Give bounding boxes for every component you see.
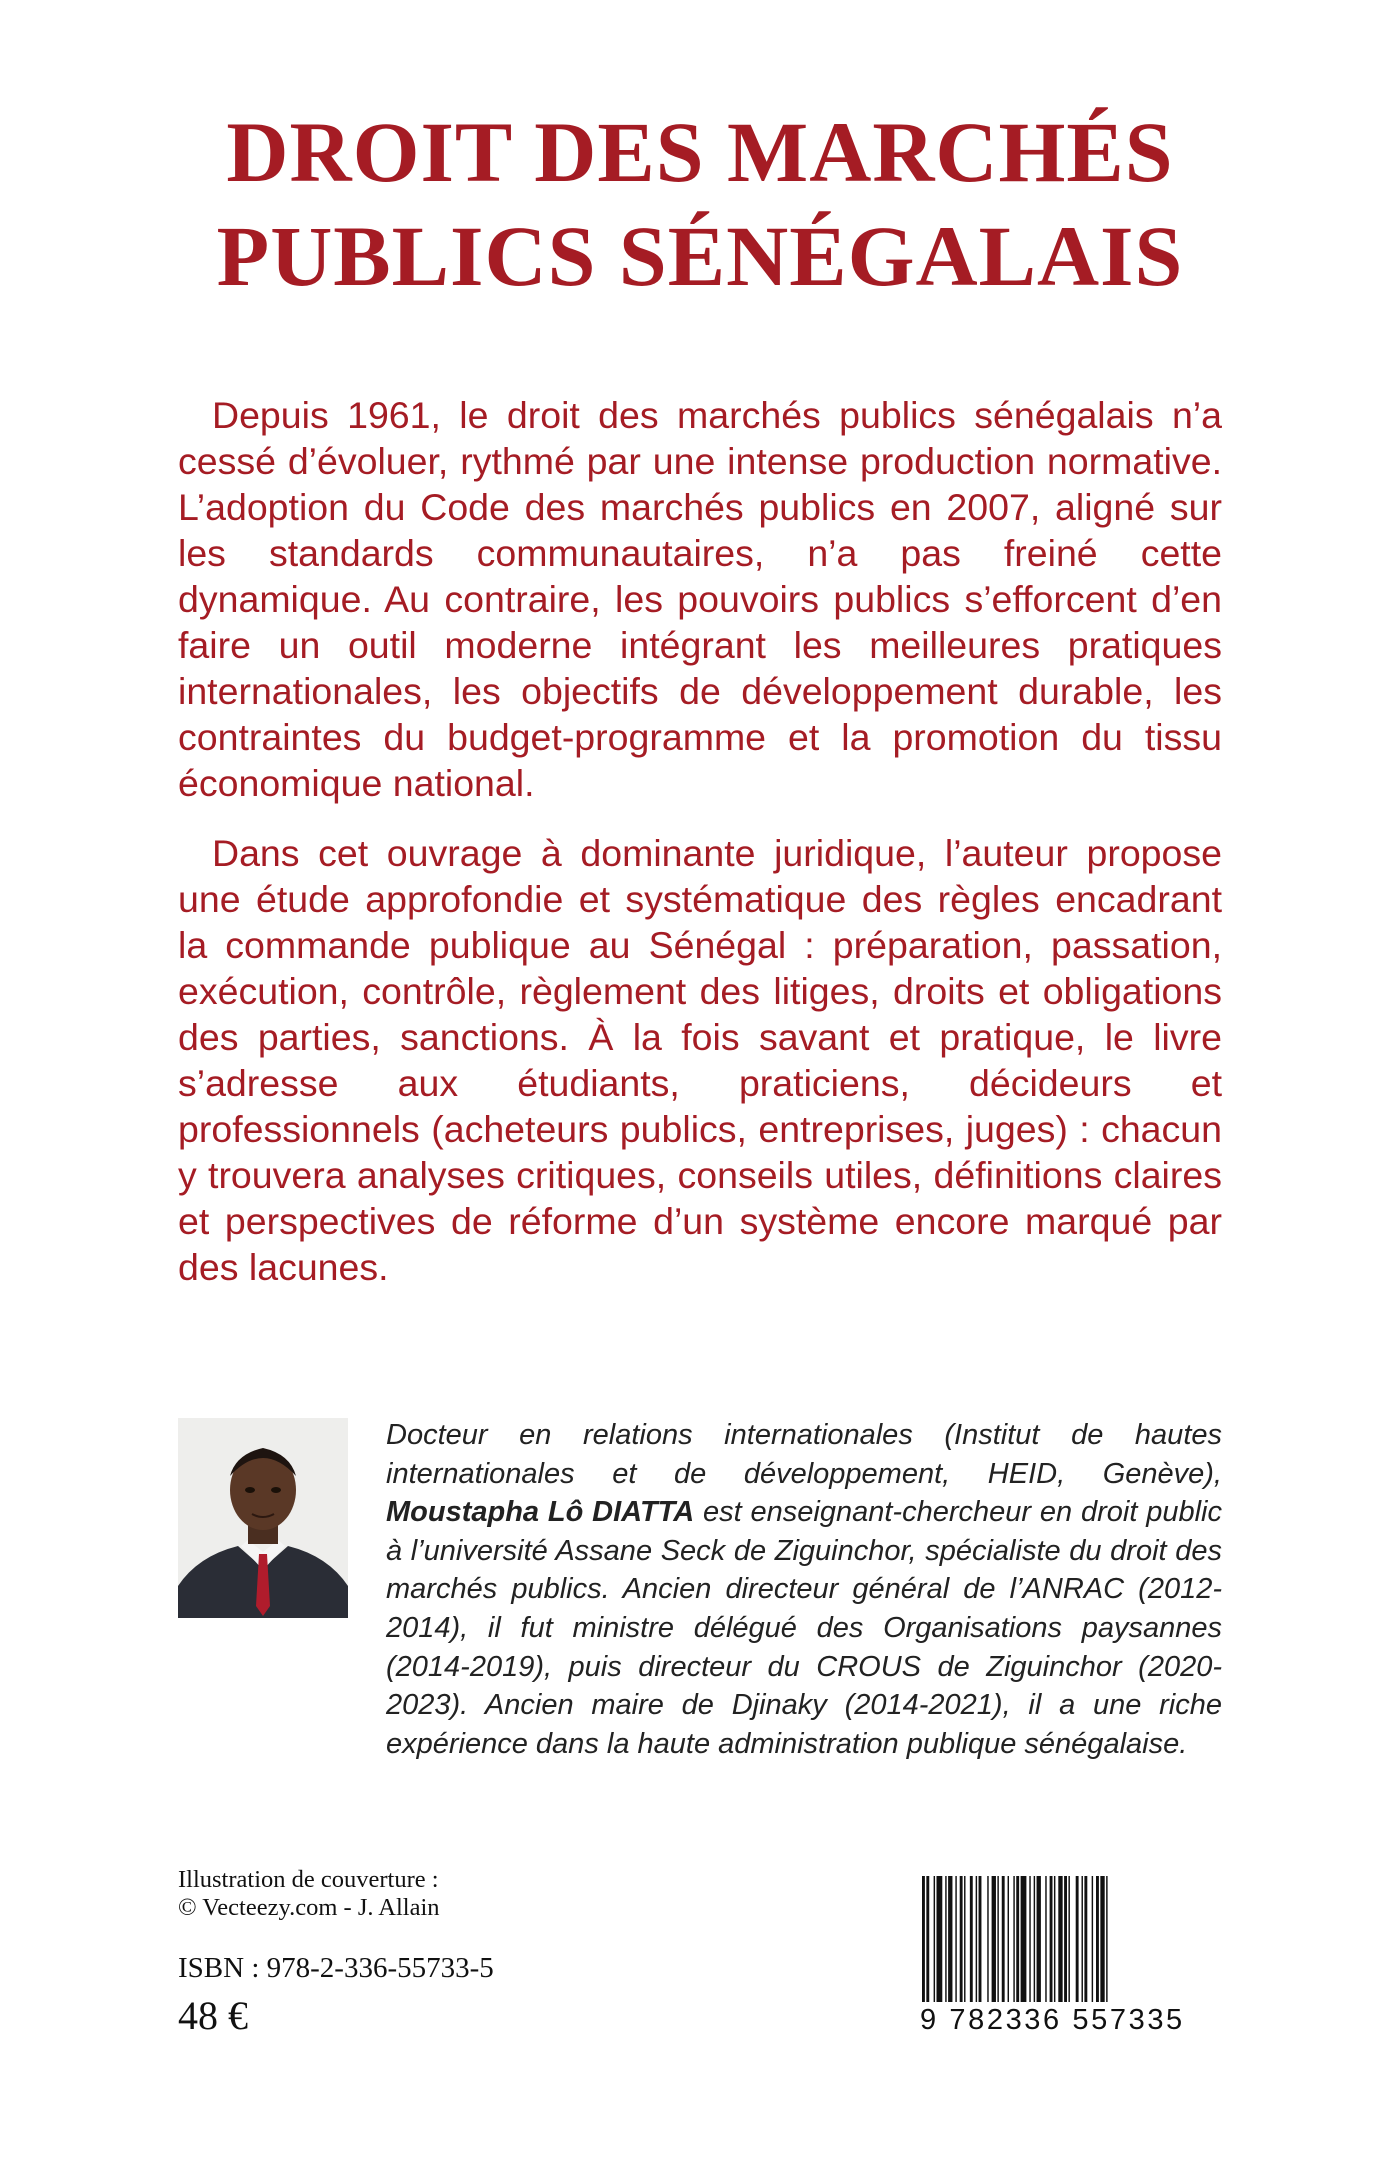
- barcode-bar: [964, 1876, 965, 2002]
- cover-credit: [178, 1866, 440, 1922]
- summary-paragraph: Depuis 1961, le droit des marchés publics sénégalais n’a cessé d’évoluer, rythmé par une intense production normative. L’adoption du Code des marchés publics en 2007, aligné sur les standards communautaires, n’a pas freiné cette dynamique. Au contraire, les pouvoirs publics s’efforcent d’en faire un outil moderne intégrant les meilleures pratiques internationales, les objectifs de développement durable, les contraintes du budget-programme et la promotion du tissu économique national.: [178, 394, 1222, 804]
- barcode-bar: [970, 1876, 973, 2002]
- price: 48 €: [178, 1993, 248, 2038]
- barcode-bar: [1016, 1876, 1019, 2002]
- barcode-bar: [1106, 1876, 1107, 2002]
- barcode-bar: [987, 1876, 988, 2002]
- barcode-bar: [1082, 1876, 1083, 2002]
- barcode-bar: [979, 1876, 982, 2002]
- barcode-bar: [1034, 1876, 1035, 2002]
- barcode-bar: [1029, 1876, 1030, 2002]
- book-summary: [178, 392, 1222, 1314]
- barcode-bar: [960, 1876, 963, 2002]
- book-title-line1: DROIT DES MARCHÉS: [226, 104, 1174, 200]
- barcode-bar: [1068, 1876, 1069, 2002]
- barcode-bar: [1076, 1876, 1079, 2002]
- author-photo: [178, 1418, 348, 1618]
- barcode-bar: [948, 1876, 952, 2002]
- barcode-bar: [1002, 1876, 1005, 2002]
- credit-line: Illustration de couverture :: [178, 1866, 439, 1893]
- barcode-bar: [1092, 1876, 1093, 2002]
- barcode-bar: [1037, 1876, 1041, 2002]
- barcode-bar: [1064, 1876, 1067, 2002]
- barcode-bar: [934, 1876, 935, 2002]
- book-title-line2: PUBLICS SÉNÉGALAIS: [216, 208, 1184, 304]
- barcode-bar: [955, 1876, 956, 2002]
- barcode-bar: [945, 1876, 946, 2002]
- bio-rest: est enseignant-chercheur en droit public à l’université Assane Seck de Ziguinchor, spécialiste du droit des marchés publics. Ancien directeur général de l’ANRAC (2012-2014), il fut ministre délégué des Organisations paysannes (2014-2019), puis directeur du CROUS de Ziguinchor (2020-2023). Ancien maire de Djinaky (2014-2021), il a une riche expérience dans la haute administration publique sénégalaise.: [386, 1496, 1222, 1760]
- author-name: Moustapha Lô DIATTA: [386, 1496, 695, 1529]
- barcode-bar: [1058, 1876, 1062, 2002]
- isbn: ISBN : 978-2-336-55733-5: [178, 1952, 494, 1984]
- credit-line: © Vecteezy.com - J. Allain: [178, 1894, 440, 1921]
- book-title: [0, 100, 1400, 308]
- barcode-bar: [922, 1876, 925, 2002]
- barcode-bar: [992, 1876, 996, 2002]
- barcode-bar: [1013, 1876, 1014, 2002]
- barcode-bar: [1050, 1876, 1053, 2002]
- barcode-bars: [920, 1876, 1220, 2002]
- barcode-bar: [976, 1876, 977, 2002]
- bio-intro: Docteur en relations internationales (Institut de hautes internationales et de développement, HEID, Genève),: [386, 1419, 1222, 1490]
- barcode-bar: [997, 1876, 998, 2002]
- barcode-bar: [926, 1876, 929, 2002]
- barcode-bar: [937, 1876, 943, 2002]
- barcode: [920, 1876, 1220, 2036]
- barcode-bar: [1054, 1876, 1055, 2002]
- barcode-digits: 9 782336 557335: [920, 2004, 1185, 2036]
- barcode-bar: [1096, 1876, 1099, 2002]
- barcode-bar: [1100, 1876, 1104, 2002]
- barcode-bar: [1021, 1876, 1027, 2002]
- summary-paragraph: Dans cet ouvrage à dominante juridique, l’auteur propose une étude approfondie et systématique des règles encadrant la commande publique au Sénégal : préparation, passation, exécution, contrôle, règlement des litiges, droits et obligations des parties, sanctions. À la fois savant et pratique, le livre s’adresse aux étudiants, praticiens, décideurs et professionnels (acheteurs publics, entreprises, juges) : chacun y trouvera analyses critiques, conseils utiles, définitions claires et perspectives de réforme d’un système encore marqué par des lacunes.: [178, 832, 1222, 1288]
- barcode-bar: [1084, 1876, 1087, 2002]
- author-biography: [386, 1416, 1222, 1763]
- barcode-bar: [1008, 1876, 1009, 2002]
- barcode-bar: [1045, 1876, 1046, 2002]
